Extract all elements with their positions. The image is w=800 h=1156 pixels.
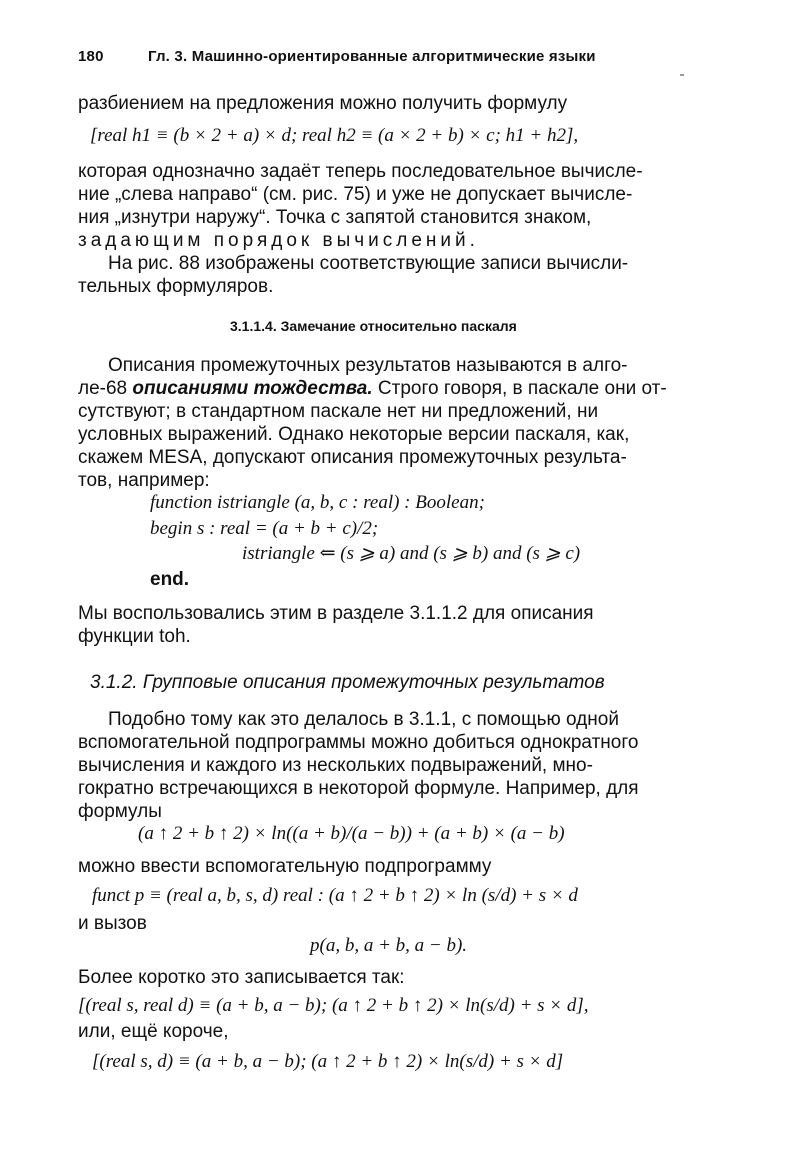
para2-line-1: Описания промежуточных результатов называются в алго- <box>108 355 628 376</box>
para3-line-1: Мы воспользовались этим в разделе 3.1.1.2 для описания <box>78 603 594 624</box>
para2-line-4: условных выражений. Однако некоторые версии паскаля, как, <box>78 424 630 445</box>
body-line-6: На рис. 88 изображены соответствующие записи вычисли- <box>108 253 629 274</box>
para4-line-2: вспомогательной подпрограммы можно добиться однократного <box>78 732 639 753</box>
para2-line-5: скажем MESA, допускают описания промежуточных результа- <box>78 447 627 468</box>
formula-5: [(real s, real d) ≡ (a + b, a − b); (a ↑ 2 + b ↑ 2) × ln(s/d) + s × d], <box>78 995 589 1016</box>
emphasis-term: описаниями тождества. <box>132 378 373 399</box>
scan-mark <box>680 74 684 76</box>
running-title: Гл. 3. Машинно-ориентированные алгоритмические языки <box>148 48 596 65</box>
code-line-3: istriangle ⇐ (s ⩾ a) and (s ⩾ b) and (s ⩾ c) <box>242 543 581 564</box>
para4-line-9: или, ещё короче, <box>78 1021 229 1042</box>
formula-2: (a ↑ 2 + b ↑ 2) × ln((a + b)/(a − b)) + (a + b) × (a − b) <box>138 823 565 844</box>
para4-line-3: вычисления и каждого из нескольких подвыражений, мно- <box>78 755 593 776</box>
body-line-3: ние „слева направо“ (см. рис. 75) и уже не допускает вычисле- <box>78 184 633 205</box>
formula-6: [(real s, d) ≡ (a + b, a − b); (a ↑ 2 + b ↑ 2) × ln(s/d) + s × d] <box>92 1051 564 1072</box>
body-line-4: ния „изнутри наружу“. Точка с запятой становится знаком, <box>78 207 592 228</box>
para2-line-2 <box>78 377 718 401</box>
para2-line-6: тов, например: <box>78 470 210 491</box>
body-line-5: задающим порядок вычислений. <box>78 230 479 251</box>
para2-line-3: сутствуют; в стандартном паскале нет ни предложений, ни <box>78 401 599 422</box>
subsection-heading: 3.1.1.4. Замечание относительно паскаля <box>230 318 517 334</box>
body-line-2: которая однозначно задаёт теперь последовательное вычисле- <box>78 161 643 182</box>
section-heading: 3.1.2. Групповые описания промежуточных результатов <box>90 672 605 693</box>
para4-line-4: гократно встречающихся в некоторой формуле. Например, для <box>78 778 639 799</box>
page-number: 180 <box>78 48 104 65</box>
code-line-1: function istriangle (a, b, c : real) : Boolean; <box>150 492 485 513</box>
para3-line-2: функции toh. <box>78 626 191 647</box>
para4-line-6: можно ввести вспомогательную подпрограмму <box>78 856 492 877</box>
code-line-4: end. <box>150 569 190 590</box>
body-line-1: разбиением на предложения можно получить формулу <box>78 93 568 114</box>
para4-line-5: формулы <box>78 801 162 822</box>
formula-1: [real h1 ≡ (b × 2 + a) × d; real h2 ≡ (a × 2 + b) × c; h1 + h2], <box>90 125 579 146</box>
para4-line-8: Более коротко это записывается так: <box>78 967 405 988</box>
formula-4: p(a, b, a + b, a − b). <box>310 935 468 956</box>
running-header <box>78 48 728 65</box>
code-line-2: begin s : real = (a + b + c)/2; <box>150 518 379 539</box>
para4-line-7: и вызов <box>78 913 147 934</box>
para2-line-2a: ле-68 <box>78 378 133 399</box>
para2-line-2b: Строго говоря, в паскале они от- <box>372 378 667 399</box>
para4-line-1: Подобно тому как это делалось в 3.1.1, с помощью одной <box>108 709 619 730</box>
body-line-7: тельных формуляров. <box>78 276 274 297</box>
formula-3: funct p ≡ (real a, b, s, d) real : (a ↑ 2 + b ↑ 2) × ln (s/d) + s × d <box>92 885 578 906</box>
